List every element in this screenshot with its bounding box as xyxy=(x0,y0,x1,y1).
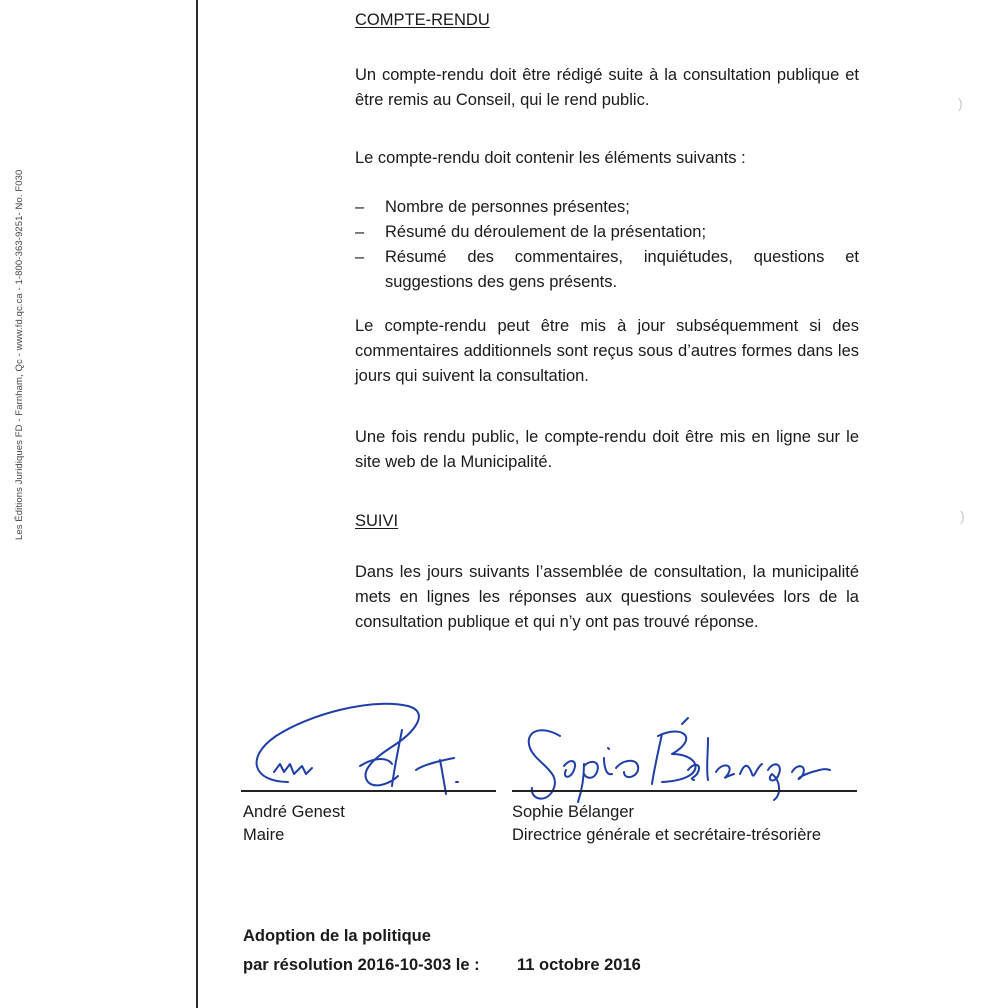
sophie-belanger-signature xyxy=(512,718,862,808)
signatory-left-title: Maire xyxy=(243,826,285,844)
list-item xyxy=(355,245,859,295)
list-item-text: Résumé des commentaires, inquiétudes, questions et suggestions des gens présents. xyxy=(385,248,859,291)
adoption-date: 11 octobre 2016 xyxy=(517,956,641,974)
list-item xyxy=(355,220,859,245)
compte-rendu-paragraph-4: Une fois rendu public, le compte-rendu doit être mis en ligne sur le site web de la Municipalité. xyxy=(355,428,859,471)
suivi-paragraph: Dans les jours suivants l’assemblée de consultation, la municipalité mets en lignes les réponses aux questions soulevées lors de la consultation publique et qui n’y ont pas trouvé réponse. xyxy=(355,563,859,631)
adoption-line-1: Adoption de la politique xyxy=(243,927,431,945)
suivi-heading: SUIVI xyxy=(355,512,399,530)
dash-bullet-icon: – xyxy=(355,198,365,216)
compte-rendu-paragraph-3: Le compte-rendu peut être mis à jour subséquemment si des commentaires additionnels sont reçus sous d’autres formes dans les jours qui suivent la consultation. xyxy=(355,317,859,385)
margin-rule xyxy=(196,0,198,1008)
compte-rendu-paragraph-2: Le compte-rendu doit contenir les éléments suivants : xyxy=(355,149,746,167)
signatory-right-name: Sophie Bélanger xyxy=(512,803,635,821)
scan-artifact: ) xyxy=(960,508,965,524)
signature-line-right xyxy=(512,790,857,792)
dash-bullet-icon: – xyxy=(355,248,365,266)
andre-genest-signature xyxy=(240,690,500,805)
list-item-text: Nombre de personnes présentes; xyxy=(385,198,630,216)
compte-rendu-bullet-list xyxy=(355,195,859,295)
list-item-text: Résumé du déroulement de la présentation; xyxy=(385,223,707,241)
signatory-left-name: André Genest xyxy=(243,803,345,821)
compte-rendu-paragraph-1: Un compte-rendu doit être rédigé suite à la consultation publique et être remis au Conseil, qui le rend public. xyxy=(355,66,859,109)
publisher-margin-note: Les Éditions Juridiques FD - Farnham, Qc - www.fd.qc.ca - 1-800-363-9251- No. F030 xyxy=(14,169,25,540)
list-item xyxy=(355,195,859,220)
compte-rendu-heading: COMPTE-RENDU xyxy=(355,11,490,29)
scan-artifact: ) xyxy=(958,95,963,111)
signature-line-left xyxy=(241,790,496,792)
adoption-line-2-label: par résolution 2016-10-303 le : xyxy=(243,956,480,974)
dash-bullet-icon: – xyxy=(355,223,365,241)
signatory-right-title: Directrice générale et secrétaire-trésorière xyxy=(512,826,822,844)
